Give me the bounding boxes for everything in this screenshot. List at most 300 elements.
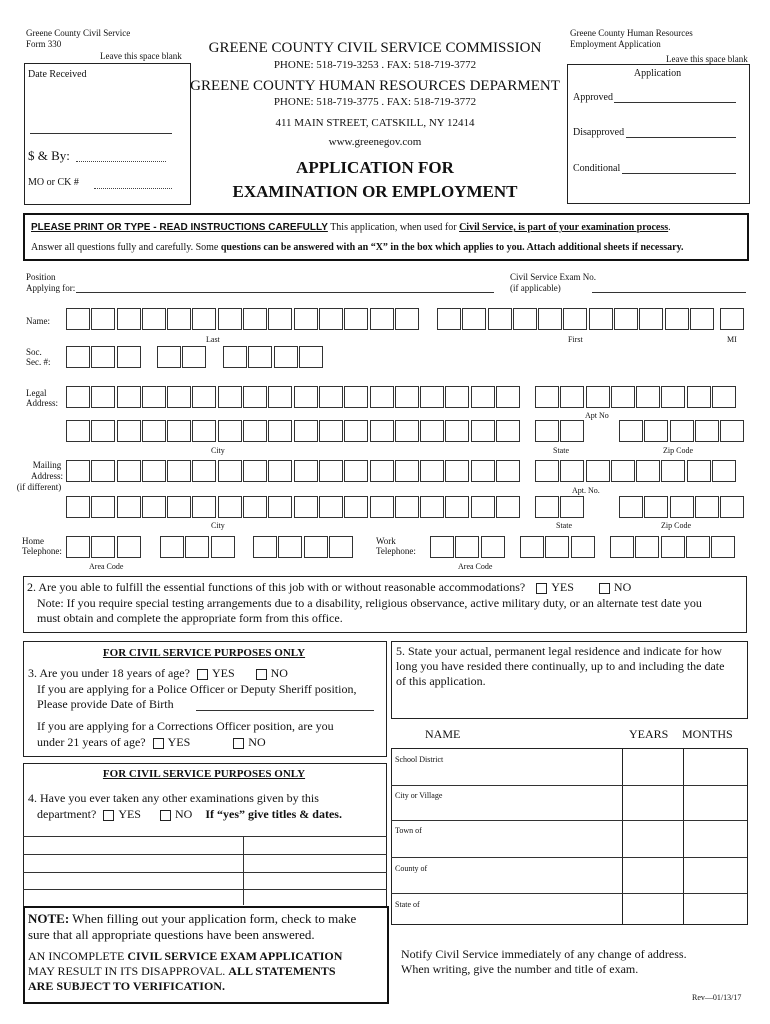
residence-months-header: MONTHS xyxy=(682,727,733,741)
revision-date: Rev—01/13/17 xyxy=(692,993,742,1002)
question-2-no-checkbox[interactable] xyxy=(599,583,610,594)
char-box[interactable] xyxy=(560,460,584,482)
city-label-2: City xyxy=(211,521,225,530)
char-box[interactable] xyxy=(344,496,368,518)
char-box[interactable] xyxy=(720,420,744,442)
char-box[interactable] xyxy=(687,460,711,482)
work-area-code-boxes[interactable] xyxy=(430,536,506,558)
apt-no-label: Apt No xyxy=(585,411,609,420)
legal-street-boxes[interactable] xyxy=(66,386,521,408)
char-box[interactable] xyxy=(496,496,520,518)
fee-by-line[interactable] xyxy=(76,161,166,162)
char-box[interactable] xyxy=(420,460,444,482)
incomplete-line-2 xyxy=(28,964,336,979)
question-3-text: 3. Are you under 18 years of age? xyxy=(28,666,190,680)
char-box[interactable] xyxy=(395,420,419,442)
residence-col-divider-1 xyxy=(622,748,623,924)
ssn-boxes-1[interactable] xyxy=(66,346,142,368)
ssn-label-2: Sec. #: xyxy=(26,357,51,367)
char-box[interactable] xyxy=(319,386,343,408)
char-box[interactable] xyxy=(488,308,512,330)
char-box[interactable] xyxy=(294,420,318,442)
char-box[interactable] xyxy=(211,536,235,558)
char-box[interactable] xyxy=(687,386,711,408)
char-box[interactable] xyxy=(535,386,559,408)
char-box[interactable] xyxy=(545,536,569,558)
hr-form-name: Employment Application xyxy=(570,39,661,49)
q4-table-line-1 xyxy=(23,836,387,837)
instructions-lead: PLEASE PRINT OR TYPE - READ INSTRUCTIONS CAREFULLY xyxy=(31,222,328,233)
apt-no-label-2: Apt. No. xyxy=(572,486,600,495)
char-box[interactable] xyxy=(690,308,714,330)
mi-label: MI xyxy=(727,335,737,344)
legal-apt-boxes[interactable] xyxy=(535,386,737,408)
dob-label: Please provide Date of Birth xyxy=(37,697,174,711)
char-box[interactable] xyxy=(445,420,469,442)
note-line-2: sure that all appropriate questions have been answered. xyxy=(28,927,315,942)
mailing-state-boxes[interactable] xyxy=(535,496,586,518)
date-received-line[interactable] xyxy=(30,133,172,134)
q4-table-divider xyxy=(243,836,244,905)
char-box[interactable] xyxy=(117,346,141,368)
work-phone-label-1: Work xyxy=(376,536,396,546)
char-box[interactable] xyxy=(455,536,479,558)
char-box[interactable] xyxy=(586,386,610,408)
question-4-heading: FOR CIVIL SERVICE PURPOSES ONLY xyxy=(102,768,306,780)
char-box[interactable] xyxy=(167,496,191,518)
first-label: First xyxy=(568,335,583,344)
char-box[interactable] xyxy=(304,536,328,558)
residence-row-town: Town of xyxy=(395,826,422,835)
char-box[interactable] xyxy=(91,386,115,408)
char-box[interactable] xyxy=(344,308,368,330)
char-box[interactable] xyxy=(586,460,610,482)
char-box[interactable] xyxy=(91,346,115,368)
work-line-boxes[interactable] xyxy=(610,536,736,558)
char-box[interactable] xyxy=(218,308,242,330)
area-code-label-2: Area Code xyxy=(458,562,493,571)
char-box[interactable] xyxy=(167,420,191,442)
char-box[interactable] xyxy=(639,308,663,330)
incomplete-text-2a: MAY RESULT IN ITS DISAPPROVAL. xyxy=(28,964,229,978)
disapproved-label: Disapproved xyxy=(573,127,625,138)
fee-by-label: $ & By: xyxy=(28,148,70,163)
home-prefix-boxes[interactable] xyxy=(160,536,236,558)
police-question: If you are applying for a Police Officer or Deputy Sheriff position, xyxy=(37,682,357,696)
mailing-zip-boxes[interactable] xyxy=(619,496,745,518)
question-5-line-2: long you have resided there continually, up to and including the date xyxy=(396,659,725,673)
zip-label-2: Zip Code xyxy=(661,521,691,530)
name-label: Name: xyxy=(26,316,50,326)
char-box[interactable] xyxy=(91,536,115,558)
question-2-note-2: must obtain and complete the appropriate form from this office. xyxy=(37,611,343,625)
instructions-civil-service: Civil Service, is part of your examination process xyxy=(459,222,669,233)
question-2-yes-label: YES xyxy=(551,580,574,594)
char-box[interactable] xyxy=(142,460,166,482)
dob-input[interactable] xyxy=(196,710,374,711)
char-box[interactable] xyxy=(142,496,166,518)
mailing-label-2: Address: xyxy=(31,471,63,481)
char-box[interactable] xyxy=(329,536,353,558)
char-box[interactable] xyxy=(535,460,559,482)
question-3-yes-checkbox[interactable] xyxy=(197,669,208,680)
exam-titles-area[interactable] xyxy=(28,840,238,902)
char-box[interactable] xyxy=(712,460,736,482)
residence-col-divider-2 xyxy=(683,748,684,924)
char-box[interactable] xyxy=(66,496,90,518)
question-3-heading: FOR CIVIL SERVICE PURPOSES ONLY xyxy=(102,647,306,659)
char-box[interactable] xyxy=(66,420,90,442)
char-box[interactable] xyxy=(274,346,298,368)
question-4-no-label: NO xyxy=(174,807,193,821)
char-box[interactable] xyxy=(395,496,419,518)
char-box[interactable] xyxy=(513,308,537,330)
residence-row-school: School District xyxy=(395,755,444,764)
char-box[interactable] xyxy=(91,496,115,518)
char-box[interactable] xyxy=(294,386,318,408)
char-box[interactable] xyxy=(535,420,559,442)
char-box[interactable] xyxy=(712,386,736,408)
position-label-1: Position xyxy=(26,272,56,282)
char-box[interactable] xyxy=(142,386,166,408)
char-box[interactable] xyxy=(117,460,141,482)
disapproved-line[interactable] xyxy=(626,137,736,138)
residence-row-county: County of xyxy=(395,864,428,873)
char-box[interactable] xyxy=(160,536,184,558)
char-box[interactable] xyxy=(268,308,292,330)
residence-row-state: State of xyxy=(395,900,420,909)
char-box[interactable] xyxy=(560,420,584,442)
char-box[interactable] xyxy=(370,420,394,442)
note-line-1 xyxy=(28,911,356,927)
char-box[interactable] xyxy=(218,496,242,518)
char-box[interactable] xyxy=(243,308,267,330)
question-4-yes-label: YES xyxy=(118,807,141,821)
char-box[interactable] xyxy=(589,308,613,330)
char-box[interactable] xyxy=(319,420,343,442)
char-box[interactable] xyxy=(294,308,318,330)
char-box[interactable] xyxy=(619,420,643,442)
char-box[interactable] xyxy=(462,308,486,330)
char-box[interactable] xyxy=(496,460,520,482)
last-name-boxes[interactable] xyxy=(66,308,420,330)
char-box[interactable] xyxy=(299,346,323,368)
incomplete-text-1a: AN INCOMPLETE xyxy=(28,949,128,963)
char-box[interactable] xyxy=(370,386,394,408)
char-box[interactable] xyxy=(344,386,368,408)
char-box[interactable] xyxy=(117,386,141,408)
char-box[interactable] xyxy=(395,460,419,482)
char-box[interactable] xyxy=(91,420,115,442)
legal-zip-boxes[interactable] xyxy=(619,420,745,442)
char-box[interactable] xyxy=(370,308,394,330)
char-box[interactable] xyxy=(619,496,643,518)
corrections-question: If you are applying for a Corrections Officer position, are you xyxy=(37,719,334,733)
char-box[interactable] xyxy=(720,496,744,518)
corrections-no-label: NO xyxy=(248,735,266,749)
char-box[interactable] xyxy=(670,420,694,442)
home-line-boxes[interactable] xyxy=(253,536,354,558)
char-box[interactable] xyxy=(344,460,368,482)
char-box[interactable] xyxy=(520,536,544,558)
char-box[interactable] xyxy=(445,496,469,518)
char-box[interactable] xyxy=(395,308,419,330)
char-box[interactable] xyxy=(243,496,267,518)
char-box[interactable] xyxy=(268,386,292,408)
exam-dates-area[interactable] xyxy=(248,840,382,902)
char-box[interactable] xyxy=(243,460,267,482)
question-2-yes-checkbox[interactable] xyxy=(536,583,547,594)
char-box[interactable] xyxy=(471,420,495,442)
char-box[interactable] xyxy=(670,496,694,518)
char-box[interactable] xyxy=(243,386,267,408)
middle-initial-box[interactable] xyxy=(720,308,745,330)
char-box[interactable] xyxy=(192,308,216,330)
char-box[interactable] xyxy=(294,496,318,518)
hr-phone: PHONE: 518-719-3775 . FAX: 518-719-3772 xyxy=(273,96,477,108)
question-4-if-yes: If “yes” give titles & dates. xyxy=(205,807,342,821)
char-box[interactable] xyxy=(496,386,520,408)
char-box[interactable] xyxy=(611,386,635,408)
question-2 xyxy=(27,580,631,595)
char-box[interactable] xyxy=(294,460,318,482)
mailing-apt-boxes[interactable] xyxy=(535,460,737,482)
corrections-no-checkbox[interactable] xyxy=(233,738,244,749)
legal-address-label-1: Legal xyxy=(26,388,47,398)
char-box[interactable] xyxy=(66,308,90,330)
char-box[interactable] xyxy=(614,308,638,330)
state-label-2: State xyxy=(556,521,572,530)
address: 411 MAIN STREET, CATSKILL, NY 12414 xyxy=(275,117,475,129)
residence-name-header: NAME xyxy=(425,727,461,741)
question-5-line-1: 5. State your actual, permanent legal residence and indicate for how xyxy=(396,644,722,658)
exam-no-label-2: (if applicable) xyxy=(510,283,561,293)
question-2-note: Note: If you require special testing arrangements due to a disability, religious observance, active military duty, or an alternate test date you xyxy=(37,596,702,610)
instructions-line2-b: questions can be answered with an “X” in the box which applies to you. Attach additional sheets if necessary. xyxy=(220,242,684,253)
char-box[interactable] xyxy=(370,496,394,518)
char-box[interactable] xyxy=(420,386,444,408)
char-box[interactable] xyxy=(661,460,685,482)
char-box[interactable] xyxy=(635,536,659,558)
char-box[interactable] xyxy=(636,460,660,482)
question-4-no-checkbox[interactable] xyxy=(160,810,171,821)
char-box[interactable] xyxy=(142,420,166,442)
commission-phone: PHONE: 518-719-3253 . FAX: 518-719-3772 xyxy=(273,59,477,71)
leave-blank-right: Leave this space blank xyxy=(666,54,748,64)
char-box[interactable] xyxy=(268,460,292,482)
hr-agency: Greene County Human Resources xyxy=(570,28,693,38)
char-box[interactable] xyxy=(636,386,660,408)
instructions-mid: This application, when used for xyxy=(327,222,460,233)
legal-address-label-2: Address: xyxy=(26,398,58,408)
question-4-text-2: department? xyxy=(37,807,97,821)
conditional-label: Conditional xyxy=(573,163,621,174)
char-box[interactable] xyxy=(223,346,247,368)
date-received-label: Date Received xyxy=(28,69,87,80)
char-box[interactable] xyxy=(182,346,206,368)
char-box[interactable] xyxy=(538,308,562,330)
char-box[interactable] xyxy=(192,496,216,518)
char-box[interactable] xyxy=(471,386,495,408)
title-line-1: APPLICATION FOR xyxy=(296,158,454,177)
char-box[interactable] xyxy=(157,346,181,368)
question-3 xyxy=(28,666,288,681)
char-box[interactable] xyxy=(117,496,141,518)
char-box[interactable] xyxy=(471,496,495,518)
corrections-yes-checkbox[interactable] xyxy=(153,738,164,749)
char-box[interactable] xyxy=(563,308,587,330)
char-box[interactable] xyxy=(248,346,272,368)
char-box[interactable] xyxy=(66,536,90,558)
char-box[interactable] xyxy=(695,496,719,518)
home-phone-label-1: Home xyxy=(22,536,44,546)
char-box[interactable] xyxy=(66,460,90,482)
website: www.greenegov.com xyxy=(328,136,422,148)
corrections-question-text: under 21 years of age? xyxy=(37,735,146,749)
home-phone-label-2: Telephone: xyxy=(22,546,62,556)
question-3-no-checkbox[interactable] xyxy=(256,669,267,680)
residence-row-line-2 xyxy=(391,820,747,821)
mailing-label-1: Mailing xyxy=(32,460,62,470)
exam-no-input[interactable] xyxy=(592,292,746,293)
mo-ck-line[interactable] xyxy=(94,188,172,189)
mailing-street-boxes[interactable] xyxy=(66,460,521,482)
char-box[interactable] xyxy=(167,460,191,482)
question-2-text: 2. Are you able to fulfill the essential functions of this job with or without reasonable accommodations? xyxy=(27,580,526,594)
question-4-yes-checkbox[interactable] xyxy=(103,810,114,821)
zip-label: Zip Code xyxy=(663,446,693,455)
residence-row-city: City or Village xyxy=(395,791,443,800)
residence-row-line-3 xyxy=(391,857,747,858)
position-label-2: Applying for: xyxy=(26,283,76,293)
char-box[interactable] xyxy=(192,420,216,442)
char-box[interactable] xyxy=(117,420,141,442)
char-box[interactable] xyxy=(370,460,394,482)
char-box[interactable] xyxy=(496,420,520,442)
char-box[interactable] xyxy=(471,460,495,482)
char-box[interactable] xyxy=(185,536,209,558)
mo-ck-label: MO or CK # xyxy=(28,177,79,188)
char-box[interactable] xyxy=(644,496,668,518)
char-box[interactable] xyxy=(420,496,444,518)
char-box[interactable] xyxy=(117,536,141,558)
char-box[interactable] xyxy=(661,386,685,408)
char-box[interactable] xyxy=(661,536,685,558)
char-box[interactable] xyxy=(218,460,242,482)
instructions-line-1 xyxy=(31,222,671,233)
char-box[interactable] xyxy=(142,308,166,330)
char-box[interactable] xyxy=(611,460,635,482)
question-4-text: 4. Have you ever taken any other examinations given by this xyxy=(28,791,319,805)
char-box[interactable] xyxy=(344,420,368,442)
application-label: Application xyxy=(633,68,682,79)
char-box[interactable] xyxy=(445,460,469,482)
char-box[interactable] xyxy=(268,496,292,518)
char-box[interactable] xyxy=(686,536,710,558)
char-box[interactable] xyxy=(430,536,454,558)
char-box[interactable] xyxy=(66,346,90,368)
residence-years-header: YEARS xyxy=(629,727,669,741)
char-box[interactable] xyxy=(644,420,668,442)
char-box[interactable] xyxy=(610,536,634,558)
last-label: Last xyxy=(206,335,220,344)
first-name-boxes[interactable] xyxy=(437,308,715,330)
char-box[interactable] xyxy=(571,536,595,558)
char-box[interactable] xyxy=(535,496,559,518)
char-box[interactable] xyxy=(395,386,419,408)
legal-state-boxes[interactable] xyxy=(535,420,586,442)
char-box[interactable] xyxy=(243,420,267,442)
char-box[interactable] xyxy=(445,386,469,408)
char-box[interactable] xyxy=(66,386,90,408)
char-box[interactable] xyxy=(167,386,191,408)
state-label: State xyxy=(553,446,569,455)
char-box[interactable] xyxy=(167,308,191,330)
incomplete-line-1 xyxy=(28,949,342,964)
char-box[interactable] xyxy=(560,496,584,518)
form-agency: Greene County Civil Service xyxy=(26,28,131,38)
legal-city-boxes[interactable] xyxy=(66,420,521,442)
char-box[interactable] xyxy=(319,308,343,330)
char-box[interactable] xyxy=(253,536,277,558)
char-box[interactable] xyxy=(437,308,461,330)
area-code-label: Area Code xyxy=(89,562,124,571)
notify-line-2: When writing, give the number and title of exam. xyxy=(401,962,639,976)
work-prefix-boxes[interactable] xyxy=(520,536,596,558)
ssn-boxes-3[interactable] xyxy=(223,346,324,368)
approved-line[interactable] xyxy=(614,102,736,103)
conditional-line[interactable] xyxy=(622,173,736,174)
commission-name: GREENE COUNTY CIVIL SERVICE COMMISSION xyxy=(208,40,542,56)
char-box[interactable] xyxy=(711,536,735,558)
mailing-label-3: (if different) xyxy=(16,482,62,492)
ssn-boxes-2[interactable] xyxy=(157,346,208,368)
char-box[interactable] xyxy=(91,308,115,330)
char-box[interactable] xyxy=(420,420,444,442)
instructions-end: . xyxy=(668,222,671,233)
corrections-question-2 xyxy=(37,735,266,750)
notify-line-1: Notify Civil Service immediately of any change of address. xyxy=(401,947,687,961)
char-box[interactable] xyxy=(481,536,505,558)
char-box[interactable] xyxy=(560,386,584,408)
mailing-city-boxes[interactable] xyxy=(66,496,521,518)
work-phone-label-2: Telephone: xyxy=(376,546,416,556)
char-box[interactable] xyxy=(91,460,115,482)
char-box[interactable] xyxy=(665,308,689,330)
ssn-label-1: Soc. xyxy=(26,347,42,357)
char-box[interactable] xyxy=(319,460,343,482)
corrections-yes-label: YES xyxy=(167,735,191,749)
char-box[interactable] xyxy=(117,308,141,330)
position-input[interactable] xyxy=(76,292,494,293)
city-label: City xyxy=(211,446,225,455)
home-area-code-boxes[interactable] xyxy=(66,536,142,558)
question-3-yes-label: YES xyxy=(211,666,235,680)
char-box[interactable] xyxy=(192,460,216,482)
char-box[interactable] xyxy=(695,420,719,442)
char-box[interactable] xyxy=(192,386,216,408)
char-box[interactable] xyxy=(218,386,242,408)
char-box[interactable] xyxy=(720,308,744,330)
question-5-line-3: of this application. xyxy=(396,674,486,688)
char-box[interactable] xyxy=(278,536,302,558)
char-box[interactable] xyxy=(268,420,292,442)
question-4-answer xyxy=(37,807,342,822)
question-2-no-label: NO xyxy=(613,580,632,594)
char-box[interactable] xyxy=(319,496,343,518)
hr-department-name: GREENE COUNTY HUMAN RESOURCES DEPARMENT xyxy=(190,78,560,94)
char-box[interactable] xyxy=(218,420,242,442)
